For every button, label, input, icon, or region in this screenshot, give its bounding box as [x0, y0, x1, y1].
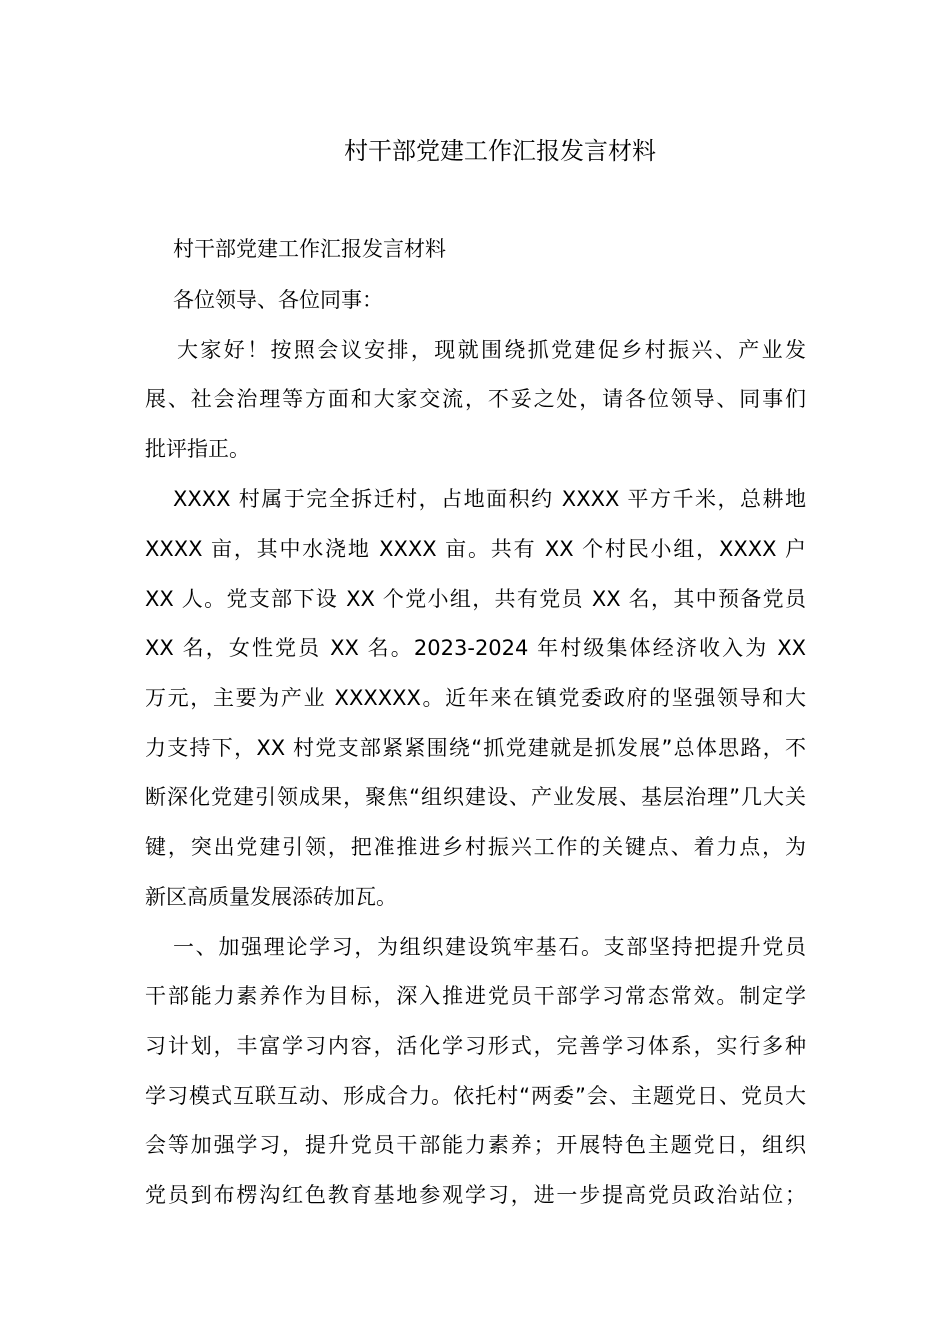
- paragraph-line: XXXX 亩，其中水浇地 XXXX 亩。共有 XX 个村民小组，XXXX 户: [145, 537, 806, 561]
- salutation-line: 各位领导、各位同事：: [173, 288, 383, 312]
- paragraph-line: 键，突出党建引领，把准推进乡村振兴工作的关键点、着力点，为: [145, 835, 806, 859]
- paragraph-line: 会等加强学习，提升党员干部能力素养；开展特色主题党日，组织: [145, 1133, 806, 1157]
- paragraph-line: 习计划，丰富学习内容，活化学习形式，完善学习体系，实行多种: [145, 1034, 806, 1058]
- paragraph-line: XX 人。党支部下设 XX 个党小组，共有党员 XX 名，其中预备党员: [145, 587, 806, 611]
- paragraph-line: 大家好！按照会议安排，现就围绕抓党建促乡村振兴、产业发: [177, 338, 806, 362]
- paragraph-line: 力支持下，XX 村党支部紧紧围绕“抓党建就是抓发展”总体思路，不: [145, 736, 806, 760]
- document-subtitle-line: 村干部党建工作汇报发言材料: [173, 237, 446, 261]
- paragraph-line: 新区高质量发展添砖加瓦。: [145, 885, 397, 909]
- paragraph-line: 批评指正。: [145, 437, 250, 461]
- paragraph-line: 学习模式互联互动、形成合力。依托村“两委”会、主题党日、党员大: [145, 1084, 806, 1108]
- paragraph-line: 断深化党建引领成果，聚焦“组织建设、产业发展、基层治理”几大关: [145, 785, 806, 809]
- paragraph-line: 万元，主要为产业 XXXXXX。近年来在镇党委政府的坚强领导和大: [145, 686, 806, 710]
- paragraph-line: 党员到布楞沟红色教育基地参观学习，进一步提高党员政治站位；: [145, 1183, 806, 1207]
- paragraph-line: XX 名，女性党员 XX 名。2023-2024 年村级集体经济收入为 XX: [145, 636, 806, 660]
- paragraph-line: 展、社会治理等方面和大家交流，不妥之处，请各位领导、同事们: [145, 387, 806, 411]
- paragraph-line: 一、加强理论学习，为组织建设筑牢基石。支部坚持把提升党员: [173, 935, 806, 959]
- paragraph-line: XXXX 村属于完全拆迁村，占地面积约 XXXX 平方千米，总耕地: [173, 487, 806, 511]
- document-title: 村干部党建工作汇报发言材料: [344, 137, 656, 165]
- paragraph-line: 干部能力素养作为目标，深入推进党员干部学习常态常效。制定学: [145, 984, 806, 1008]
